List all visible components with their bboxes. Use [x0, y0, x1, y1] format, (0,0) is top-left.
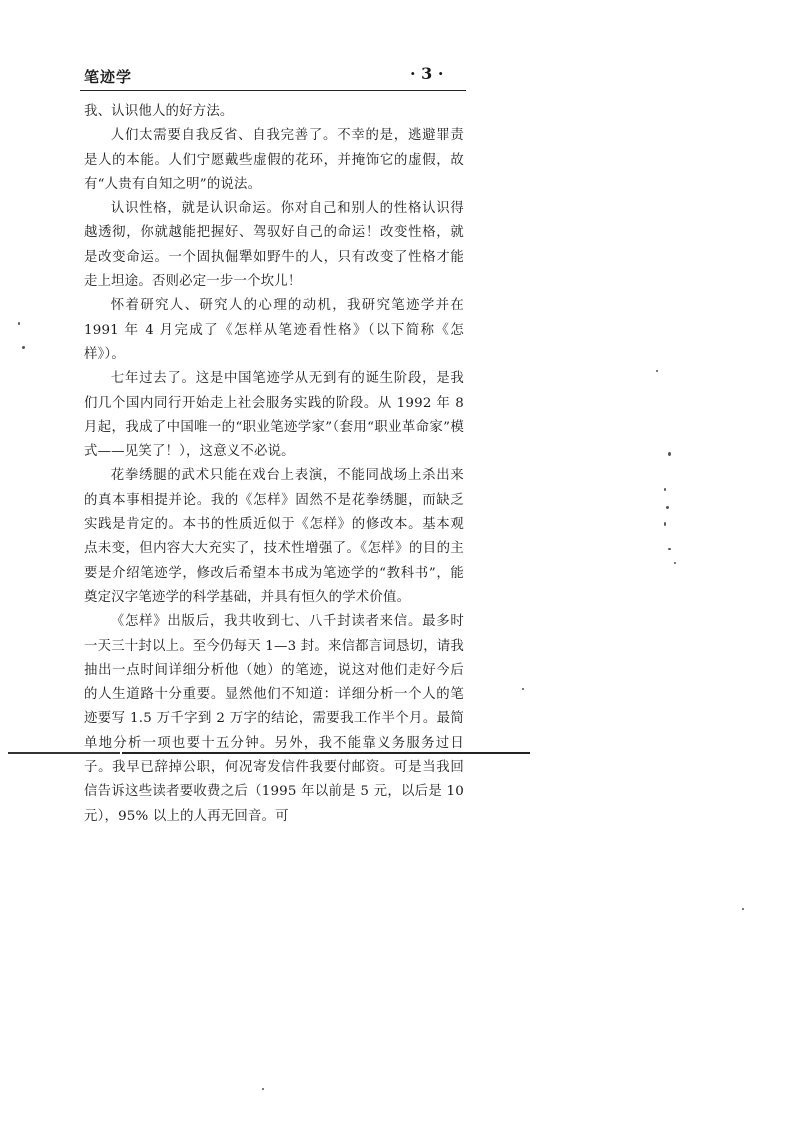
paragraph: 怀着研究人、研究人的心理的动机，我研究笔迹学并在 1991 年 4 月完成了《怎样从笔迹看性格》（以下简称《怎样》）。: [84, 298, 464, 362]
running-title: 笔迹学: [84, 68, 133, 86]
paragraph: 《怎样》出版后，我共收到七、八千封读者来信。最多时一天三十封以上。至今仍每天 1—3 封。来信都言词恳切，请我抽出一点时间详细分析他（她）的笔迹，说这对他们走好今后的人生道路十分重要。显然他们不知道：详细分析一个人的笔迹要写 1.5 万千字到 2 万字的结论，需要我工作半个月。最简单地分析一项也要十五分钟。另外，我不能靠义务服务过日子。我早已辞掉公职，何况寄发信件我要付邮资。可是当我回信告诉这些读者要收费之后（1995 年以前是 5 元，以后是 10 元），95% 以上的人再无回音。可: [84, 614, 464, 824]
paragraph: 人们太需要自我反省、自我完善了。不幸的是，逃避罪责是人的本能。人们宁愿戴些虚假的花环，并掩饰它的虚假，故有“人贵有自知之明”的说法。: [84, 128, 464, 192]
scan-speck: [262, 1088, 264, 1090]
page-number: · 3 ·: [410, 64, 444, 83]
scan-speck: [656, 370, 658, 372]
paragraph: 花拳绣腿的武术只能在戏台上表演，不能同战场上杀出来的真本事相提并论。我的《怎样》固然不是花拳绣腿，而缺乏实践是肯定的。本书的性质近似于《怎样》的修改本。基本观点未变，但内容大大充实了，技术性增强了。《怎样》的目的主要是介绍笔迹学，修改后希望本书成为笔迹学的“教科书”，能奠定汉字笔迹学的科学基础，并具有恒久的学术价值。: [84, 468, 464, 605]
body-text: [84, 100, 464, 829]
scan-speck: [666, 506, 669, 509]
scan-speck: [674, 562, 676, 564]
paragraph-continuation: 我、认识他人的好方法。: [84, 104, 234, 119]
scan-speck: [522, 688, 524, 690]
paragraph: 认识性格，就是认识命运。你对自己和别人的性格认识得越透彻，你就越能把握好、驾驭好自己的命运！改变性格，就是改变命运。一个固执倔犟如野牛的人，只有改变了性格才能走上坦途。否则必定一步一个坎儿！: [84, 201, 464, 290]
scan-speck: [18, 322, 20, 325]
scan-speck: [22, 346, 25, 349]
scan-edge-rule-left: [8, 752, 120, 754]
scan-speck: [664, 522, 666, 526]
header-rule: [80, 90, 466, 91]
scan-edge-rule: [122, 752, 530, 754]
scan-speck: [664, 488, 666, 491]
paragraph: 七年过去了。这是中国笔迹学从无到有的诞生阶段，是我们几个国内同行开始走上社会服务实践的阶段。从 1992 年 8 月起，我成了中国唯一的“职业笔迹学家”（套用“职业革命家”模式——见笑了！），这意义不必说。: [84, 371, 464, 460]
scan-speck: [668, 548, 671, 550]
scan-speck: [742, 908, 744, 910]
scan-speck: [668, 452, 671, 456]
